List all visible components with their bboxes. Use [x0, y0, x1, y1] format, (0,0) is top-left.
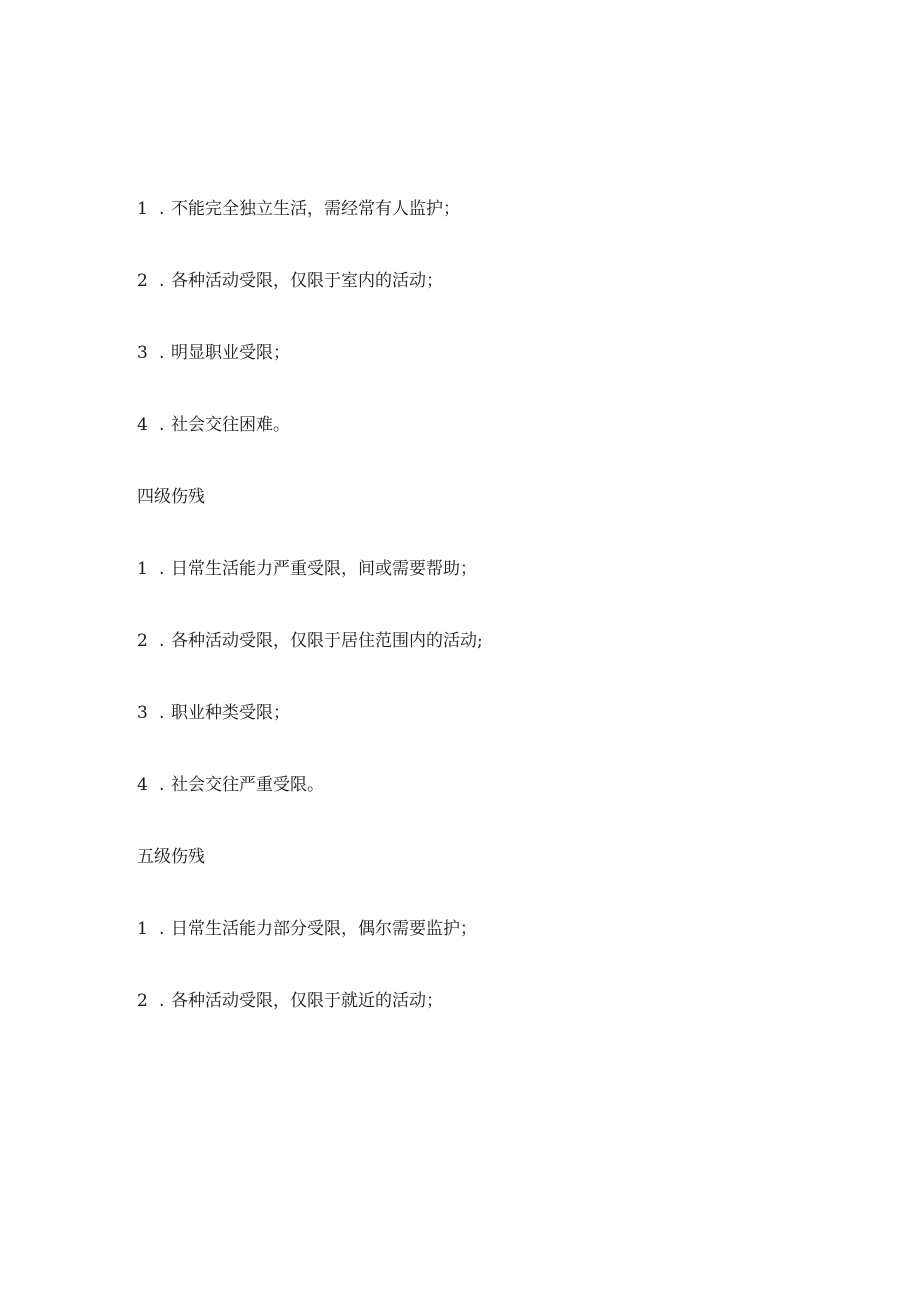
list-item: [137, 269, 443, 293]
item-separator: .: [159, 343, 165, 363]
item-text: 社会交往严重受限。: [171, 775, 324, 795]
list-item: [137, 341, 290, 365]
item-text: 职业种类受限；: [171, 703, 290, 723]
item-text: 不能完全独立生活，需经常有人监护；: [171, 199, 460, 219]
list-item: [137, 197, 460, 221]
item-number: 3: [137, 703, 148, 723]
section-heading: 五级伤残: [137, 847, 205, 867]
item-text: 日常生活能力部分受限，偶尔需要监护；: [171, 919, 477, 939]
item-number: 3: [137, 343, 148, 363]
item-separator: .: [159, 991, 165, 1011]
list-item: [137, 557, 477, 581]
item-number: 1: [137, 559, 148, 579]
item-text: 日常生活能力严重受限，间或需要帮助；: [171, 559, 477, 579]
item-number: 4: [137, 775, 148, 795]
item-text: 各种活动受限，仅限于室内的活动；: [171, 271, 443, 291]
list-item: [137, 413, 290, 437]
list-item: [137, 917, 477, 941]
item-text: 明显职业受限；: [171, 343, 290, 363]
list-item: [137, 629, 483, 653]
item-number: 1: [137, 919, 148, 939]
list-item: [137, 773, 324, 797]
item-text: 各种活动受限，仅限于居住范围内的活动;: [171, 631, 483, 651]
item-separator: .: [159, 631, 165, 651]
item-separator: .: [159, 199, 165, 219]
item-separator: .: [159, 703, 165, 723]
item-text: 各种活动受限，仅限于就近的活动；: [171, 991, 443, 1011]
item-number: 2: [137, 271, 148, 291]
section-heading: 四级伤残: [137, 487, 205, 507]
item-text: 社会交往困难。: [171, 415, 290, 435]
item-number: 1: [137, 199, 148, 219]
list-item: [137, 701, 290, 725]
item-number: 2: [137, 991, 148, 1011]
item-separator: .: [159, 271, 165, 291]
item-separator: .: [159, 919, 165, 939]
item-number: 4: [137, 415, 148, 435]
item-separator: .: [159, 775, 165, 795]
item-separator: .: [159, 415, 165, 435]
list-item: [137, 989, 443, 1013]
item-separator: .: [159, 559, 165, 579]
item-number: 2: [137, 631, 148, 651]
